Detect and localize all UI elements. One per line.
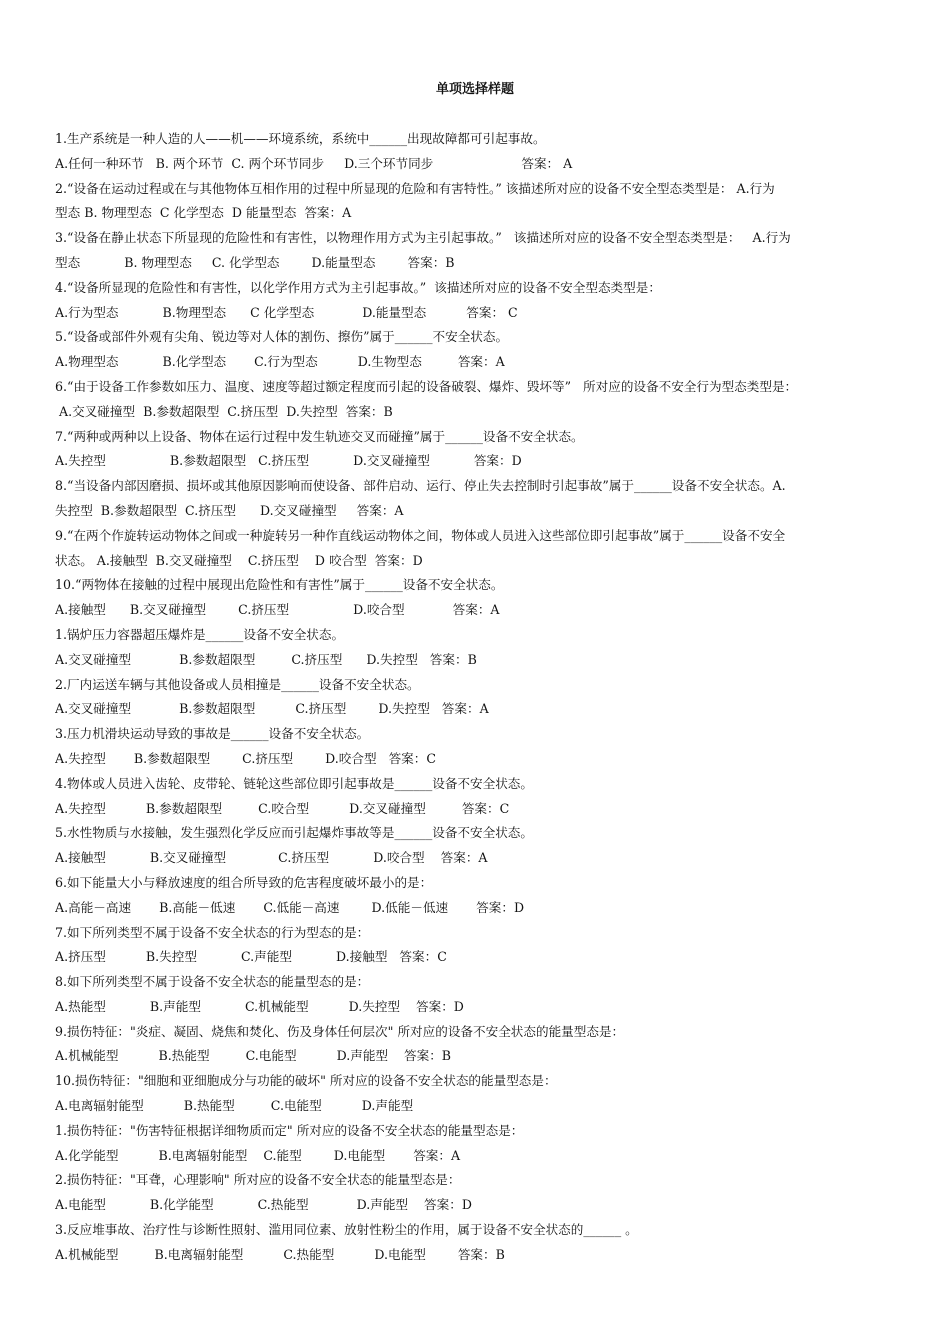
text-line: A.物理型态 B.化学型态 C.行为型态 D.生物型态 答案：A — [55, 354, 505, 370]
text-line: A.交叉碰撞型 B.参数超限型 C.挤压型 D.失控型 答案：A — [55, 701, 489, 717]
text-line: 6.如下能量大小与释放速度的组合所导致的危害程度破坏最小的是： — [55, 874, 433, 890]
text-line: 4.“设备所显现的危险性和有害性，以化学作用方式为主引起事故。” 该描述所对应的设备不安全型态类型是： — [55, 279, 661, 295]
text-line: A.电能型 B.化学能型 C.热能型 D.声能型 答案：D — [55, 1197, 472, 1213]
text-line: A.热能型 B.声能型 C.机械能型 D.失控型 答案：D — [55, 998, 464, 1014]
text-line: A.电离辐射能型 B.热能型 C.电能型 D.声能型 — [55, 1098, 414, 1114]
text-line: A.失控型 B.参数超限型 C.挤压型 D.交叉碰撞型 答案：D — [55, 453, 522, 469]
text-line: 型态 B. 物理型态 C 化学型态 D 能量型态 答案：A — [55, 205, 352, 221]
text-line: 状态。 A.接触型 B.交叉碰撞型 C.挤压型 D 咬合型 答案：D — [55, 552, 423, 568]
text-line: 5.水性物质与水接触，发生强烈化学反应而引起爆炸事故等是______设备不安全状态。 — [55, 825, 533, 841]
text-line: 失控型 B.参数超限型 C.挤压型 D.交叉碰撞型 答案：A — [55, 502, 404, 518]
text-line: A.化学能型 B.电离辐射能型 C.能型 D.电能型 答案：A — [55, 1147, 461, 1163]
text-line: 2.损伤特征："耳聋，心理影响" 所对应的设备不安全状态的能量型态是： — [55, 1172, 461, 1188]
text-line: 3.反应堆事故、治疗性与诊断性照射、滥用同位素、放射性粉尘的作用，属于设备不安全状态的______ 。 — [55, 1222, 638, 1238]
text-line: A.交叉碰撞型 B.参数超限型 C.挤压型 D.失控型 答案：B — [55, 403, 393, 419]
text-line: 2.厂内运送车辆与其他设备或人员相撞是______设备不安全状态。 — [55, 676, 420, 692]
text-line: 4.物体或人员进入齿轮、皮带轮、链轮这些部位即引起事故是______设备不安全状态。 — [55, 775, 533, 791]
text-line: A.行为型态 B.物理型态 C 化学型态 D.能量型态 答案： C — [55, 304, 518, 320]
text-line: A.机械能型 B.电离辐射能型 C.热能型 D.电能型 答案：B — [55, 1246, 505, 1262]
text-line: 5.“设备或部件外观有尖角、锐边等对人体的割伤、擦伤”属于______不安全状态。 — [55, 329, 509, 345]
text-line: 9.“在两个作旋转运动物体之间或一种旋转另一种作直线运动物体之间，物体或人员进入这些部位即引起事故”属于______设备不安全 — [55, 527, 786, 543]
text-line: 8.如下所列类型不属于设备不安全状态的能量型态的是： — [55, 974, 370, 990]
text-line: 型态 B. 物理型态 C. 化学型态 D.能量型态 答案：B — [55, 254, 455, 270]
text-line: 6.“由于设备工作参数如压力、温度、速度等超过额定程度而引起的设备破裂、爆炸、毁坏等” 所对应的设备不安全行为型态类型是： — [55, 378, 798, 394]
text-line: A.高能－高速 B.高能－低速 C.低能－高速 D.低能－低速 答案：D — [55, 899, 525, 915]
text-line: A.接触型 B.交叉碰撞型 C.挤压型 D.咬合型 答案：A — [55, 850, 488, 866]
text-line: 1.生产系统是一种人造的人——机——环境系统，系统中______出现故障都可引起事故。 — [55, 131, 546, 146]
text-line: A.交叉碰撞型 B.参数超限型 C.挤压型 D.失控型 答案：B — [55, 651, 477, 667]
text-line: 7.“两种或两种以上设备、物体在运行过程中发生轨迹交叉而碰撞”属于______设备不安全状态。 — [55, 428, 584, 444]
text-line: A.任何一种环节 B. 两个环节 C. 两个环节同步 D.三个环节同步 答案： A — [55, 155, 573, 171]
text-line: A.挤压型 B.失控型 C.声能型 D.接触型 答案：C — [55, 949, 447, 965]
text-line: 10.损伤特征："细胞和亚细胞成分与功能的破坏" 所对应的设备不安全状态的能量型态是： — [55, 1073, 557, 1089]
text-line: 7.如下所列类型不属于设备不安全状态的行为型态的是： — [55, 924, 370, 940]
text-line: 10.“两物体在接触的过程中展现出危险性和有害性”属于______设备不安全状态。 — [55, 577, 504, 593]
page-title: 单项选择样题 — [435, 82, 514, 97]
text-line: A.接触型 B.交叉碰撞型 C.挤压型 D.咬合型 答案：A — [55, 602, 500, 618]
text-line: 2.“设备在运动过程或在与其他物体互相作用的过程中所显现的危险和有害特性。” 该描述所对应的设备不安全型态类型是： A.行为 — [55, 180, 775, 196]
question-list — [55, 127, 907, 1268]
text-line: 1.损伤特征："伤害特征根据详细物质而定" 所对应的设备不安全状态的能量型态是： — [55, 1122, 524, 1138]
text-line: 3.“设备在静止状态下所显现的危险性和有害性，以物理作用方式为主引起事故。” 该描述所对应的设备不安全型态类型是： A.行为 — [55, 230, 791, 246]
text-line: 1.锅炉压力容器超压爆炸是______设备不安全状态。 — [55, 626, 345, 642]
text-line: A.失控型 B.参数超限型 C.挤压型 D.咬合型 答案：C — [55, 750, 437, 766]
text-line: 8.“当设备内部因磨损、损坏或其他原因影响而使设备、部件启动、运行、停止失去控制时引起事故”属于______设备不安全状态。A. — [55, 478, 786, 494]
text-line: A.机械能型 B.热能型 C.电能型 D.声能型 答案：B — [55, 1048, 452, 1064]
text-line: A.失控型 B.参数超限型 C.咬合型 D.交叉碰撞型 答案：C — [55, 800, 510, 816]
text-line: 9.损伤特征："炎症、凝固、烧焦和焚化、伤及身体任何层次" 所对应的设备不安全状态的能量型态是： — [55, 1023, 625, 1039]
text-line: 3.压力机滑块运动导致的事故是______设备不安全状态。 — [55, 726, 370, 742]
